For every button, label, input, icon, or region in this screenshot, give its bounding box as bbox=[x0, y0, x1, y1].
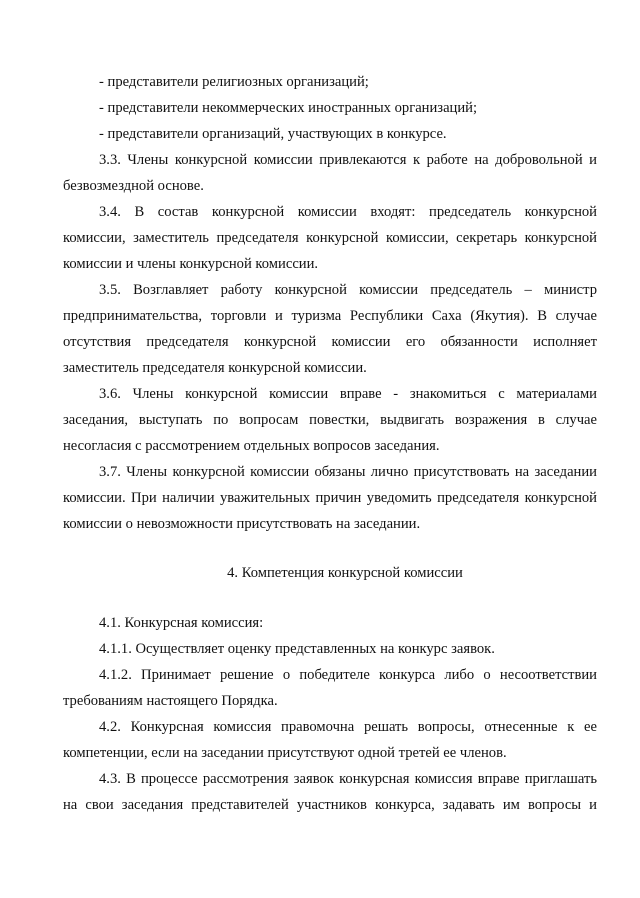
text-line: заместитель председателя конкурсной комиссии. bbox=[63, 360, 367, 376]
text-line: - представители некоммерческих иностранных организаций; bbox=[99, 100, 478, 116]
text-line: компетенции, если на заседании присутствуют одной третей ее членов. bbox=[63, 745, 507, 761]
text-line: - представители религиозных организаций; bbox=[99, 74, 369, 90]
text-line: требованиям настоящего Порядка. bbox=[63, 693, 278, 709]
text-line: комиссии, заместитель председателя конкурсной комиссии, секретарь конкурсной bbox=[63, 230, 597, 246]
text-line: комиссии и члены конкурсной комиссии. bbox=[63, 256, 319, 272]
text-line: 4.2. Конкурсная комиссия правомочна решать вопросы, отнесенные к ее bbox=[99, 719, 597, 735]
text-line: 4.1.2. Принимает решение о победителе конкурса либо о несоответствии bbox=[99, 667, 597, 683]
section-heading: 4. Компетенция конкурсной комиссии bbox=[227, 565, 463, 581]
text-line: несогласия с рассмотрением отдельных вопросов заседания. bbox=[63, 438, 440, 454]
text-line: отсутствия председателя конкурсной комиссии его обязанности исполняет bbox=[63, 334, 597, 350]
text-line: 4.1.1. Осуществляет оценку представленных на конкурс заявок. bbox=[99, 641, 495, 657]
text-line: комиссии. При наличии уважительных причин уведомить председателя конкурсной bbox=[63, 490, 597, 506]
text-line: комиссии о невозможности присутствовать на заседании. bbox=[63, 516, 421, 532]
text-line: - представители организаций, участвующих в конкурсе. bbox=[99, 126, 447, 142]
text-line: 3.4. В состав конкурсной комиссии входят: председатель конкурсной bbox=[99, 204, 597, 220]
text-line: предпринимательства, торговли и туризма Республики Саха (Якутия). В случае bbox=[63, 308, 597, 324]
text-line: заседания, выступать по вопросам повестки, выдвигать возражения в случае bbox=[63, 412, 597, 428]
text-line: 4.3. В процессе рассмотрения заявок конкурсная комиссия вправе приглашать bbox=[99, 771, 597, 787]
text-line: 3.7. Члены конкурсной комиссии обязаны лично присутствовать на заседании bbox=[99, 464, 597, 480]
text-line: безвозмездной основе. bbox=[63, 178, 204, 194]
text-line: 4.1. Конкурсная комиссия: bbox=[99, 615, 264, 631]
text-line: 3.6. Члены конкурсной комиссии вправе - знакомиться с материалами bbox=[99, 386, 597, 402]
text-line: 3.3. Члены конкурсной комиссии привлекаются к работе на добровольной и bbox=[99, 152, 597, 168]
text-line: 3.5. Возглавляет работу конкурсной комиссии председатель – министр bbox=[99, 282, 597, 298]
text-line: на свои заседания представителей участников конкурса, задавать им вопросы и bbox=[63, 797, 597, 813]
